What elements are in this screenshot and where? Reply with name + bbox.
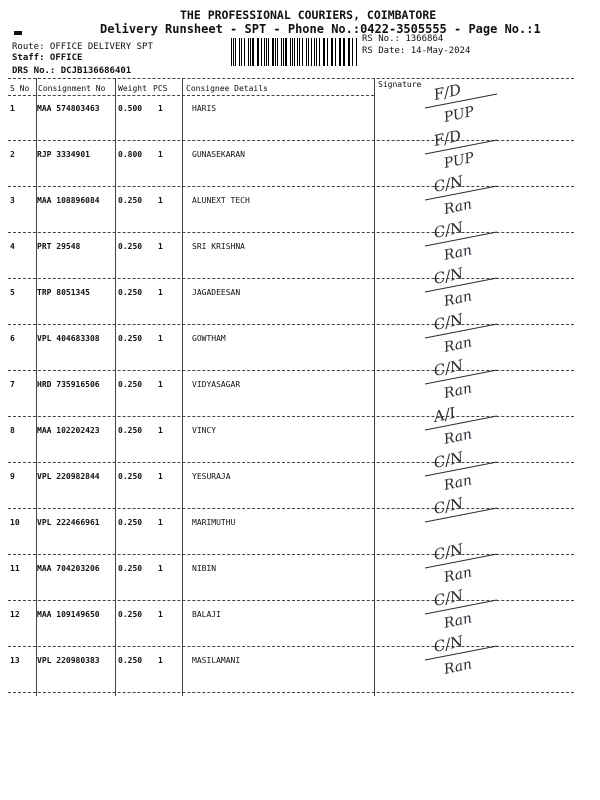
row-consignment: TRP 8051345 xyxy=(37,288,90,297)
row-sno: 10 xyxy=(10,518,20,527)
row-weight: 0.250 xyxy=(118,656,143,665)
svg-text:Ran: Ran xyxy=(442,564,474,586)
row-consignee: GOWTHAM xyxy=(192,334,226,343)
row-consignment: VPL 220982844 xyxy=(37,472,100,481)
staff-label: Staff: OFFICE xyxy=(12,53,83,63)
row-consignee: BALAJI xyxy=(192,610,221,619)
handwritten-signature xyxy=(425,264,505,310)
svg-text:C/N: C/N xyxy=(432,632,465,656)
row-weight: 0.250 xyxy=(118,426,143,435)
row-pcs: 1 xyxy=(158,380,163,389)
column-divider xyxy=(182,78,183,696)
row-weight: 0.250 xyxy=(118,380,143,389)
drs-number: DRS No.: DCJB136686401 xyxy=(12,66,132,76)
row-sno: 4 xyxy=(10,242,15,251)
svg-text:C/N: C/N xyxy=(432,310,465,334)
svg-text:Ran: Ran xyxy=(442,380,474,402)
row-consignment: HRD 735916506 xyxy=(37,380,100,389)
row-consignee: MARIMUTHU xyxy=(192,518,236,527)
handwritten-signature xyxy=(425,632,505,678)
row-consignee: ALUNEXT TECH xyxy=(192,196,250,205)
table-top-rule xyxy=(8,78,574,79)
row-pcs: 1 xyxy=(158,656,163,665)
row-weight: 0.250 xyxy=(118,518,143,527)
svg-text:Ran: Ran xyxy=(442,610,474,632)
svg-text:PUP: PUP xyxy=(442,149,476,172)
handwritten-signature xyxy=(425,356,505,402)
row-weight: 0.800 xyxy=(118,150,143,159)
row-pcs: 1 xyxy=(158,104,163,113)
svg-text:C/N: C/N xyxy=(432,218,465,242)
row-consignee: JAGADEESAN xyxy=(192,288,241,297)
header-pcs: PCS xyxy=(153,84,168,93)
rs-number: RS No.: 1366864 xyxy=(362,34,444,44)
row-consignment: MAA 109149650 xyxy=(37,610,100,619)
handwritten-signature xyxy=(425,448,505,494)
row-consignee: NIBIN xyxy=(192,564,217,573)
row-weight: 0.500 xyxy=(118,104,143,113)
row-sno: 5 xyxy=(10,288,15,297)
row-weight: 0.250 xyxy=(118,242,143,251)
route-label: Route: OFFICE DELIVERY SPT xyxy=(12,42,153,52)
svg-text:F/D: F/D xyxy=(432,80,463,104)
row-sno: 2 xyxy=(10,150,15,159)
row-pcs: 1 xyxy=(158,196,163,205)
row-weight: 0.250 xyxy=(118,564,143,573)
row-consignment: MAA 704203206 xyxy=(37,564,100,573)
header-sno: S No xyxy=(10,84,30,93)
handwritten-signature xyxy=(425,310,505,356)
header-consignment: Consignment No xyxy=(38,84,106,93)
row-consignment: RJP 3334901 xyxy=(37,150,90,159)
row-consignee: GUNASEKARAN xyxy=(192,150,245,159)
row-sno: 9 xyxy=(10,472,15,481)
row-consignment: MAA 102202423 xyxy=(37,426,100,435)
scan-mark xyxy=(14,31,22,35)
column-divider xyxy=(374,78,375,696)
header-rule xyxy=(8,95,374,96)
row-pcs: 1 xyxy=(158,242,163,251)
header-signature: Signature xyxy=(378,80,422,89)
row-consignee: MASILAMANI xyxy=(192,656,241,665)
handwritten-signature xyxy=(425,540,505,586)
row-consignment: VPL 222466961 xyxy=(37,518,100,527)
row-weight: 0.250 xyxy=(118,472,143,481)
row-pcs: 1 xyxy=(158,150,163,159)
svg-text:C/N: C/N xyxy=(432,264,465,288)
row-pcs: 1 xyxy=(158,564,163,573)
row-weight: 0.250 xyxy=(118,196,143,205)
svg-text:C/N: C/N xyxy=(432,540,465,564)
row-sno: 1 xyxy=(10,104,15,113)
svg-text:Ran: Ran xyxy=(442,656,474,678)
row-consignment: VPL 404683308 xyxy=(37,334,100,343)
handwritten-signature xyxy=(425,126,505,172)
row-weight: 0.250 xyxy=(118,610,143,619)
handwritten-signature xyxy=(425,586,505,632)
svg-text:C/N: C/N xyxy=(432,356,465,380)
rs-date: RS Date: 14-May-2024 xyxy=(362,46,471,56)
row-consignee: HARIS xyxy=(192,104,217,113)
handwritten-signature xyxy=(425,403,505,448)
row-sno: 12 xyxy=(10,610,20,619)
row-consignment: MAA 574803463 xyxy=(37,104,100,113)
svg-text:PUP: PUP xyxy=(442,103,476,126)
row-pcs: 1 xyxy=(158,288,163,297)
svg-text:Ran: Ran xyxy=(442,472,474,494)
barcode xyxy=(231,38,357,66)
row-sno: 13 xyxy=(10,656,20,665)
column-divider xyxy=(115,78,116,696)
handwritten-signature xyxy=(425,494,505,540)
svg-text:Ran: Ran xyxy=(442,334,474,356)
row-consignee: VIDYASAGAR xyxy=(192,380,241,389)
row-sno: 6 xyxy=(10,334,15,343)
svg-text:Ran: Ran xyxy=(442,196,474,218)
row-sno: 8 xyxy=(10,426,15,435)
svg-text:C/N: C/N xyxy=(432,494,465,518)
row-consignee: YESURAJA xyxy=(192,472,231,481)
handwritten-signature xyxy=(425,172,505,218)
row-separator xyxy=(8,692,574,693)
svg-text:Ran: Ran xyxy=(442,426,474,448)
row-pcs: 1 xyxy=(158,426,163,435)
svg-text:Ran: Ran xyxy=(442,288,474,310)
svg-text:F/D: F/D xyxy=(432,126,463,150)
svg-text:Ran: Ran xyxy=(442,242,474,264)
runsheet-title: Delivery Runsheet - SPT - Phone No.:0422-3505555 - Page No.:1 xyxy=(100,22,541,36)
row-sno: 7 xyxy=(10,380,15,389)
row-sno: 3 xyxy=(10,196,15,205)
row-consignment: PRT 29548 xyxy=(37,242,81,251)
row-pcs: 1 xyxy=(158,518,163,527)
row-pcs: 1 xyxy=(158,334,163,343)
header-consignee: Consignee Details xyxy=(186,84,268,93)
company-name: THE PROFESSIONAL COURIERS, COIMBATORE xyxy=(180,8,437,22)
row-pcs: 1 xyxy=(158,472,163,481)
svg-text:C/N: C/N xyxy=(432,586,465,610)
handwritten-signature xyxy=(425,80,505,126)
row-sno: 11 xyxy=(10,564,20,573)
row-consignment: VPL 220980383 xyxy=(37,656,100,665)
row-weight: 0.250 xyxy=(118,334,143,343)
header-weight: Weight xyxy=(118,84,147,93)
row-pcs: 1 xyxy=(158,610,163,619)
svg-text:C/N: C/N xyxy=(432,172,465,196)
row-weight: 0.250 xyxy=(118,288,143,297)
svg-text:C/N: C/N xyxy=(432,448,465,472)
svg-text:A/I: A/I xyxy=(432,403,458,426)
row-consignee: VINCY xyxy=(192,426,217,435)
handwritten-signature xyxy=(425,218,505,264)
row-consignee: SRI KRISHNA xyxy=(192,242,245,251)
row-consignment: MAA 108896084 xyxy=(37,196,100,205)
